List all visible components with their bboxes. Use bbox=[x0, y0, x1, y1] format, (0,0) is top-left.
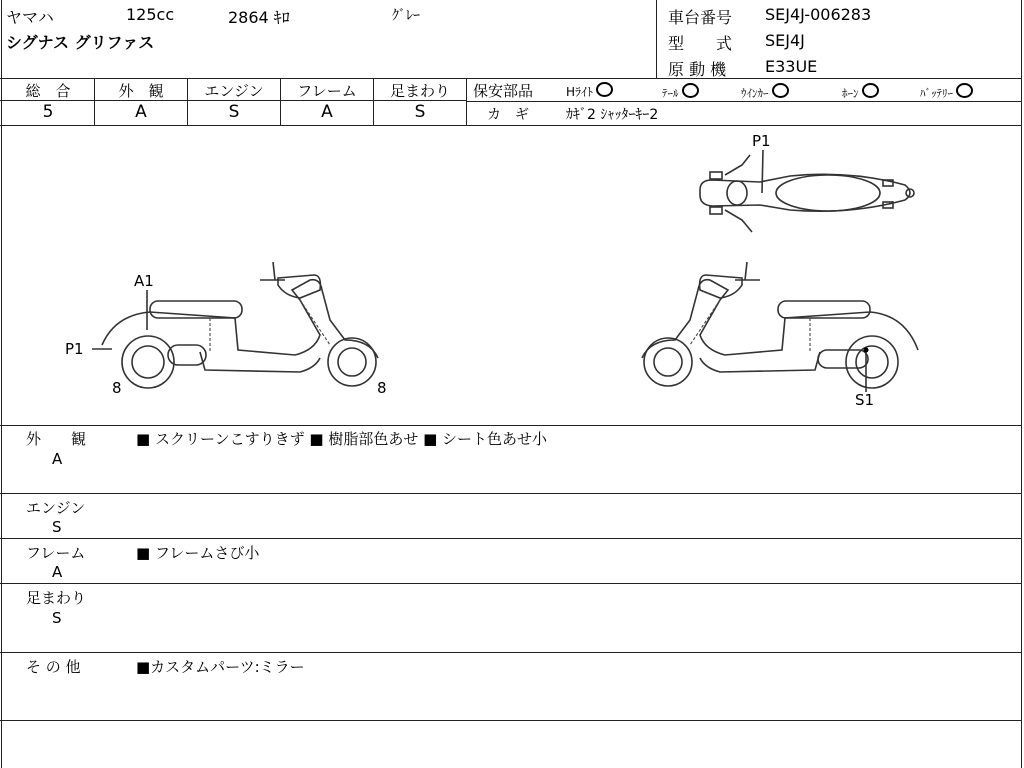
label-p1-top: P1 bbox=[752, 132, 771, 150]
safety-item-tail bbox=[662, 83, 699, 101]
maker: ヤマハ bbox=[6, 8, 54, 27]
grade-value-suspension: S bbox=[414, 102, 426, 122]
ok-circle-icon bbox=[682, 83, 699, 98]
rule-details bbox=[0, 720, 1022, 721]
safety-label: 保安部品 bbox=[473, 82, 534, 100]
rule-grades-top bbox=[0, 78, 1022, 79]
ok-circle-icon bbox=[596, 82, 613, 97]
detail-notes-exterior: ■ スクリーンこすりきず ■ 樹脂部色あせ ■ シート色あせ小 bbox=[136, 430, 548, 448]
color: ｸﾞﾚｰ bbox=[392, 8, 420, 24]
safety-item-label: Hﾗｲﾄ bbox=[566, 85, 594, 99]
grade-header-exterior: 外 観 bbox=[118, 82, 164, 100]
safety-item-headlight bbox=[566, 82, 613, 100]
detail-grade-exterior: A bbox=[52, 450, 63, 468]
rule-details bbox=[0, 493, 1022, 494]
detail-grade-suspension: S bbox=[52, 609, 62, 627]
rule-details-top bbox=[0, 425, 1022, 426]
safety-item-winker bbox=[741, 83, 789, 101]
mileage: 2864 ｷﾛ bbox=[228, 8, 290, 27]
grade-header-engine: エンジン bbox=[204, 82, 264, 100]
key-label: カ ギ bbox=[487, 107, 529, 123]
detail-grade-engine: S bbox=[52, 518, 62, 536]
rule-details bbox=[0, 583, 1022, 584]
ok-circle-icon bbox=[772, 83, 789, 98]
frame-no: SEJ4J-006283 bbox=[765, 5, 872, 24]
detail-grade-frame: A bbox=[52, 563, 63, 581]
grade-header-suspension: 足まわり bbox=[389, 82, 450, 100]
label-p1-left: P1 bbox=[65, 340, 84, 358]
detail-notes-frame: ■ フレームさび小 bbox=[136, 544, 260, 562]
engine-label: 原 動 機 bbox=[668, 60, 727, 79]
safety-item-label: ﾃｰﾙ bbox=[662, 87, 679, 100]
ok-circle-icon bbox=[862, 83, 879, 98]
grade-value-exterior: A bbox=[135, 102, 147, 122]
safety-item-battery bbox=[920, 83, 973, 101]
label-8-rear: 8 bbox=[377, 379, 387, 397]
frame-no-label: 車台番号 bbox=[668, 8, 733, 27]
scooter-top-view bbox=[700, 150, 914, 232]
rule-details bbox=[0, 538, 1022, 539]
safety-item-label: ﾎｰﾝ bbox=[842, 87, 859, 100]
detail-title-frame: フレーム bbox=[26, 544, 86, 562]
safety-item-horn bbox=[842, 83, 879, 101]
ok-circle-icon bbox=[956, 83, 973, 98]
model-name: シグナス グリファス bbox=[6, 33, 155, 52]
detail-title-engine: エンジン bbox=[26, 499, 86, 517]
label-a1: A1 bbox=[134, 272, 154, 290]
detail-title-exterior: 外 観 bbox=[26, 430, 87, 448]
grade-value-engine: S bbox=[228, 102, 240, 122]
header-divider bbox=[656, 0, 657, 78]
displacement: 125cc bbox=[126, 5, 175, 24]
detail-title-suspension: 足まわり bbox=[26, 589, 87, 607]
scooter-right-view bbox=[642, 132, 918, 409]
grade-header-frame: フレーム bbox=[297, 82, 357, 100]
grade-header-overall: 総 合 bbox=[25, 82, 71, 100]
engine-code: E33UE bbox=[765, 57, 818, 76]
detail-notes-other: ■カスタムパーツ:ミラー bbox=[136, 658, 305, 676]
model-code: SEJ4J bbox=[765, 31, 805, 50]
key-value: ｶｷﾞ2 ｼｬｯﾀｰｷｰ2 bbox=[566, 107, 659, 123]
grade-divider bbox=[466, 78, 467, 125]
model-label: 型 式 bbox=[668, 34, 733, 53]
safety-item-label: ﾊﾞｯﾃﾘｰ bbox=[920, 87, 953, 100]
damage-diagram bbox=[0, 126, 1024, 426]
rule-safety-mid bbox=[466, 101, 1022, 102]
safety-item-label: ｳｲﾝｶｰ bbox=[741, 87, 769, 100]
damage-marker bbox=[864, 348, 869, 353]
grade-value-overall: 5 bbox=[42, 102, 54, 122]
label-s1: S1 bbox=[855, 391, 875, 409]
detail-title-other: そ の 他 bbox=[26, 658, 81, 676]
rule-details bbox=[0, 652, 1022, 653]
scooter-left-view bbox=[65, 262, 387, 397]
label-8-front: 8 bbox=[112, 379, 122, 397]
grade-value-frame: A bbox=[321, 102, 333, 122]
